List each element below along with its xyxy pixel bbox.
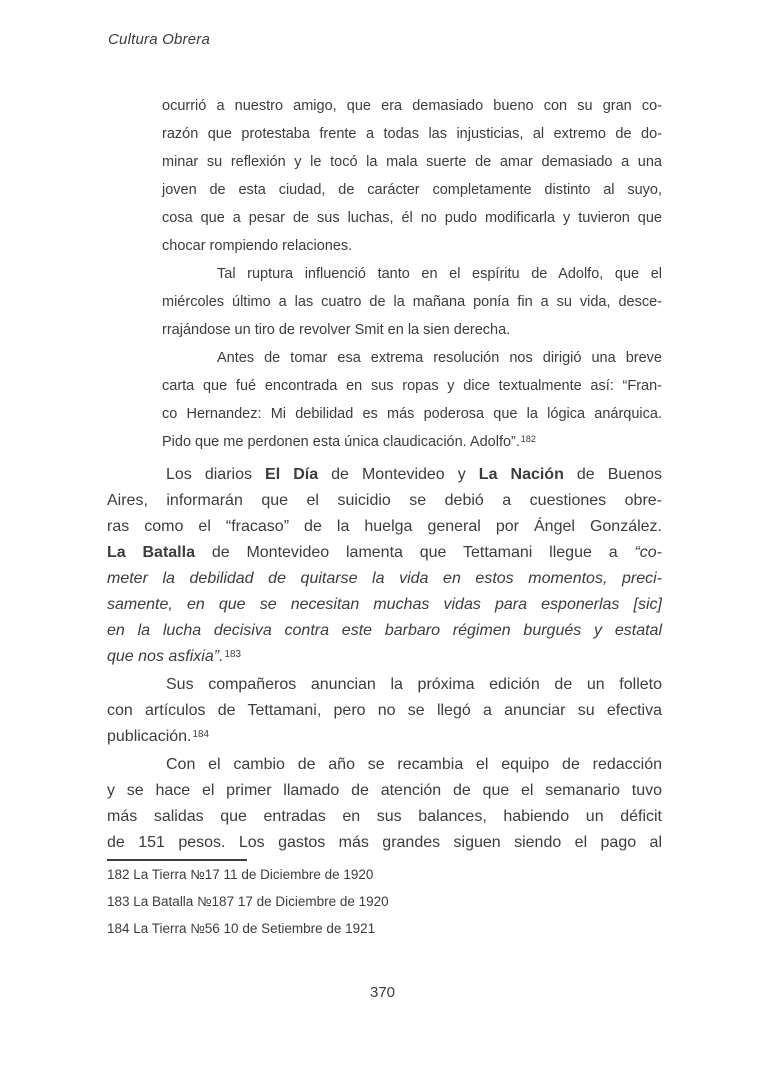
text-line xyxy=(107,488,662,514)
text-run: más salidas que entradas en sus balances, habiendo un déficit xyxy=(107,808,662,825)
text-run: Sus compañeros anuncian la próxima edición de un folleto xyxy=(166,676,662,693)
text-run: La Batalla xyxy=(107,544,195,561)
text-run: carta que fué encontrada en sus ropas y dice textualmente así: “Fran- xyxy=(162,378,662,394)
text-line xyxy=(162,316,662,344)
text-line xyxy=(107,618,662,644)
text-run: joven de esta ciudad, de carácter completamente distinto al suyo, xyxy=(162,182,662,198)
text-run: samente, en que se necesitan muchas vidas para esponerlas [sic] xyxy=(107,596,662,613)
text-line xyxy=(162,120,662,148)
text-run: Con el cambio de año se recambia el equipo de redacción xyxy=(166,756,662,773)
text-run: Los diarios xyxy=(166,466,266,483)
text-line xyxy=(107,672,662,698)
text-line xyxy=(107,514,662,540)
footnote-ref: 184 xyxy=(192,728,210,740)
text-line xyxy=(107,804,662,830)
text-line xyxy=(107,462,662,488)
text-run: ocurrió a nuestro amigo, que era demasiado bueno con su gran co- xyxy=(162,98,662,114)
body-text xyxy=(107,462,662,856)
text-line xyxy=(162,148,662,176)
text-line xyxy=(107,566,662,592)
text-line xyxy=(162,176,662,204)
text-run: de 151 pesos. Los gastos más grandes siguen siendo el pago al xyxy=(107,834,662,851)
footnote: 184 La Tierra №56 10 de Setiembre de 1921 xyxy=(107,921,376,936)
text-line xyxy=(162,288,662,316)
text-line xyxy=(107,592,662,618)
text-line xyxy=(162,232,662,260)
text-run: publicación. xyxy=(107,728,192,745)
text-run: El Día xyxy=(265,466,319,483)
text-run: minar su reflexión y le tocó la mala suerte de amar demasiado a una xyxy=(162,154,662,170)
text-run: miércoles último a las cuatro de la mañana ponía fin a su vida, desce- xyxy=(162,294,662,310)
text-line xyxy=(162,204,662,232)
footnote-ref: 183 xyxy=(224,648,242,660)
text-run: razón que protestaba frente a todas las injusticias, al extremo de do- xyxy=(162,126,662,142)
text-run: cosa que a pesar de sus luchas, él no pudo modificarla y tuvieron que xyxy=(162,210,662,226)
footnote: 183 La Batalla №187 17 de Diciembre de 1920 xyxy=(107,894,389,909)
text-run: Aires, informarán que el suicidio se debió a cuestiones obre- xyxy=(107,492,662,509)
text-run: rrajándose un tiro de revolver Smit en la sien derecha. xyxy=(162,322,511,338)
text-line xyxy=(107,698,662,724)
text-run: meter la debilidad de quitarse la vida en estos momentos, preci- xyxy=(107,570,662,587)
text-line xyxy=(107,830,662,856)
text-run: co Hernandez: Mi debilidad es más poderosa que la lógica anárquica. xyxy=(162,406,662,422)
text-run: ras como el “fracaso” de la huelga general por Ángel González. xyxy=(107,518,662,535)
text-run: La Nación xyxy=(478,466,564,483)
text-line xyxy=(162,428,662,457)
footnote: 182 La Tierra №17 11 de Diciembre de 1920 xyxy=(107,867,374,882)
text-run: Antes de tomar esa extrema resolución nos dirigió una breve xyxy=(217,350,662,366)
footnote-ref: 182 xyxy=(520,433,536,444)
text-run: chocar rompiendo relaciones. xyxy=(162,238,353,254)
block-quote xyxy=(162,92,662,457)
text-line xyxy=(107,540,662,566)
text-run: de Buenos xyxy=(563,466,663,483)
text-line xyxy=(162,92,662,120)
text-line xyxy=(107,752,662,778)
page-number: 370 xyxy=(369,984,396,1001)
text-run: con artículos de Tettamani, pero no se llegó a anunciar su efectiva xyxy=(107,702,662,719)
text-run: “co- xyxy=(634,544,663,561)
text-run: y se hace el primer llamado de atención de que el semanario tuvo xyxy=(107,782,662,799)
text-run: que nos asfixia”. xyxy=(107,648,224,665)
text-line xyxy=(162,260,662,288)
text-line xyxy=(162,344,662,372)
text-run: Pido que me perdonen esta única claudicación. Adolfo”. xyxy=(162,434,520,450)
text-line xyxy=(162,400,662,428)
running-header: Cultura Obrera xyxy=(108,31,211,48)
text-line xyxy=(162,372,662,400)
footnotes xyxy=(107,861,627,942)
text-run: de Montevideo lamenta que Tettamani llegue a xyxy=(194,544,635,561)
text-run: de Montevideo y xyxy=(318,466,479,483)
text-run: en la lucha decisiva contra este barbaro régimen burgués y estatal xyxy=(107,622,662,639)
text-line xyxy=(107,724,662,752)
text-line xyxy=(107,644,662,672)
text-run: Tal ruptura influenció tanto en el espíritu de Adolfo, que el xyxy=(217,266,662,282)
text-line xyxy=(107,778,662,804)
